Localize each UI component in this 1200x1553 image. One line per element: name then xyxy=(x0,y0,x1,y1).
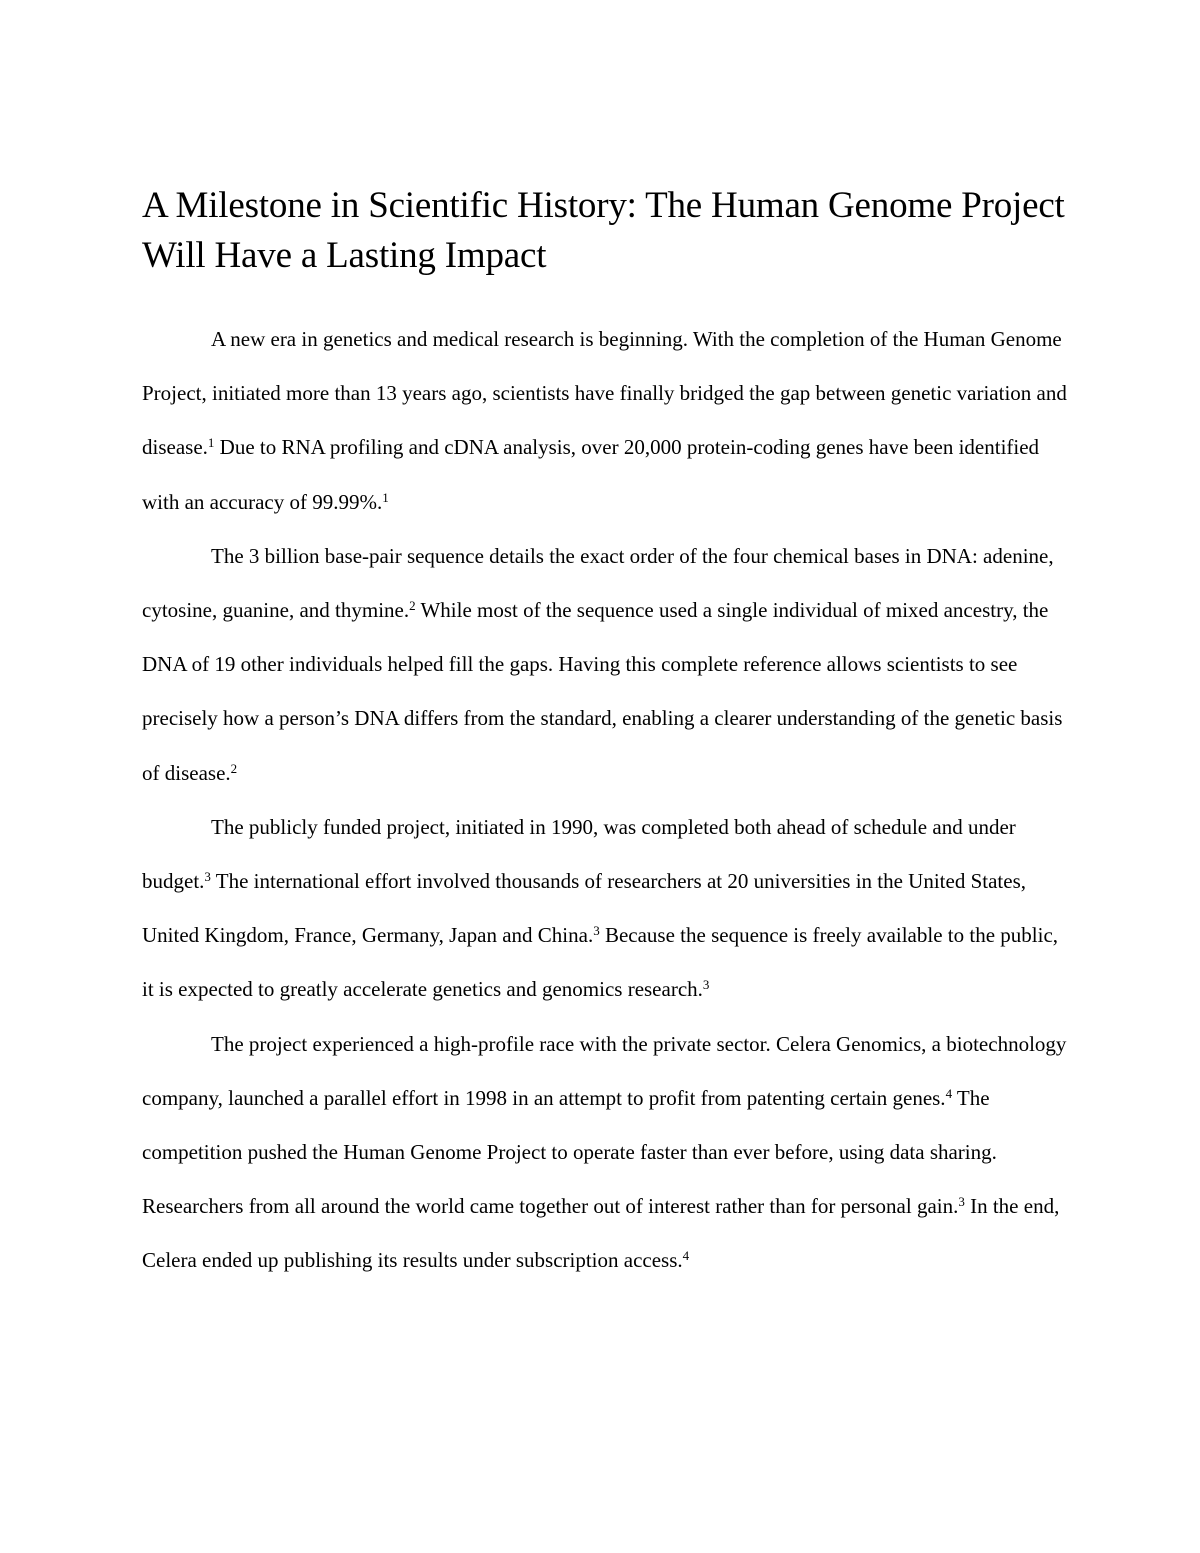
citation-superscript: 1 xyxy=(382,489,389,505)
paragraph-4 xyxy=(142,1017,1072,1288)
document-body xyxy=(142,312,1072,1288)
citation-superscript: 1 xyxy=(207,435,215,451)
citation-superscript: 3 xyxy=(958,1194,965,1210)
citation-superscript: 4 xyxy=(945,1085,953,1101)
document-content xyxy=(142,181,1072,1288)
paragraph-1-segment-1: A new era in genetics and medical research is beginning. With the completion of the Human Genome Project, initiated more than 13 years ago, scientists have finally bridged the gap between genetic variation and disease.$^1$ xyxy=(142,327,1067,460)
document-title: A Milestone in Scientific History: The Human Genome Project Will Have a Lasting Impact xyxy=(142,185,1065,276)
paragraph-4-segment-2: The competition pushed the Human Genome Project to operate faster than ever before, using data sharing. Researchers from all around the world came together out of interest rather than for personal gain.$^3$ xyxy=(142,1085,997,1219)
citation-superscript: 3 xyxy=(593,923,600,939)
citation-superscript: 2 xyxy=(409,598,416,614)
paragraph-4-segment-3: In the end, Celera ended up publishing its results under subscription access.$^4$ xyxy=(142,1194,1060,1273)
citation-superscript: 3 xyxy=(204,869,211,885)
paragraph-3-segment-3: Because the sequence is freely available to the public, it is expected to greatly accelerate genetics and genomics research.$^3$ xyxy=(142,923,1059,1002)
paragraph-3-segment-1: The publicly funded project, initiated in 1990, was completed both ahead of schedule and under budget.$^3$ xyxy=(142,814,1016,894)
paragraph-1-segment-2: Due to RNA profiling and cDNA analysis, over 20,000 protein-coding genes have been identified with an accuracy of 99.99%.$^1$ xyxy=(142,435,1040,514)
citation-superscript: 4 xyxy=(682,1248,690,1264)
paragraph-2 xyxy=(142,529,1072,800)
citation-superscript: 2 xyxy=(230,760,238,776)
paragraph-2-segment-2: While most of the sequence used a single individual of mixed ancestry, the DNA of 19 other individuals helped fill the gaps. Having this complete reference allows scientists to see precisely how a person’s DNA differs from the standard, enabling a clearer understanding of the genetic basis of disease.$^2$ xyxy=(142,598,1063,785)
citation-superscript: 3 xyxy=(702,977,710,993)
paragraph-2-segment-1: The 3 billion base-pair sequence details the exact order of the four chemical bases in DNA: adenine, cytosine, guanine, and thymine.$^2$ xyxy=(142,543,1054,623)
paragraph-3-segment-2: The international effort involved thousands of researchers at 20 universities in the United States, United Kingdom, France, Germany, Japan and China.$^3$ xyxy=(142,869,1026,948)
paragraph-4-segment-1: The project experienced a high-profile race with the private sector. Celera Genomics, a biotechnology company, launched a parallel effort in 1998 in an attempt to profit from patenting certain genes.$^4$ xyxy=(142,1031,1067,1110)
paragraph-3 xyxy=(142,800,1072,1017)
paragraph-1 xyxy=(142,312,1072,529)
